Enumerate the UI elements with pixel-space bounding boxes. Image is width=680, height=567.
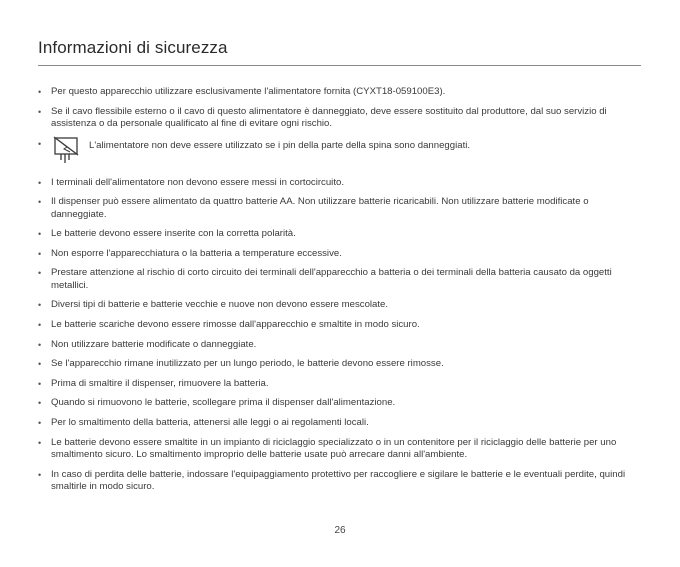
list-item xyxy=(38,138,638,166)
list-item-text: Se l'apparecchio rimane inutilizzato per un lungo periodo, le batterie devono essere rimosse. xyxy=(51,358,444,370)
list-item-text: Quando si rimuovono le batterie, scollegare prima il dispenser dall'alimentazione. xyxy=(51,397,396,409)
bullet: • xyxy=(38,339,42,350)
list-item-text: Le batterie devono essere inserite con la corretta polarità. xyxy=(51,228,296,240)
list-item-text: Per lo smaltimento della batteria, attenersi alle leggi o ai regolamenti locali. xyxy=(51,416,369,428)
bullet: • xyxy=(38,268,42,279)
bullet: • xyxy=(38,378,42,389)
bullet: • xyxy=(38,106,42,117)
list-item-text: Prestare attenzione al rischio di corto circuito dei terminali dell'apparecchio a batteria o dei terminali della batteria causato da oggetti metallici. xyxy=(51,267,612,291)
bullet: • xyxy=(38,437,42,448)
list-item xyxy=(38,339,638,351)
list-item-text: Non esporre l'apparecchiatura o la batteria a temperature eccessive. xyxy=(51,247,342,259)
list-item-text: Non utilizzare batterie modificate o danneggiate. xyxy=(51,338,257,350)
bullet: • xyxy=(38,300,42,311)
list-item-text: Diversi tipi di batterie e batterie vecchie e nuove non devono essere mescolate. xyxy=(51,299,389,311)
list-item xyxy=(38,267,638,292)
list-item xyxy=(38,437,638,462)
bullet: • xyxy=(38,469,42,480)
bullet: • xyxy=(38,319,42,330)
page-number: 26 xyxy=(334,525,346,536)
bullet: • xyxy=(38,248,42,259)
list-item xyxy=(38,106,638,131)
bullet: • xyxy=(38,417,42,428)
safety-list xyxy=(38,86,638,501)
list-item xyxy=(38,378,638,390)
list-item xyxy=(38,417,638,429)
bullet: • xyxy=(38,398,42,409)
list-item xyxy=(38,358,638,370)
list-item-text: Le batterie scariche devono essere rimosse dall'apparecchio e smaltite in modo sicuro. xyxy=(51,318,420,330)
list-item xyxy=(38,397,638,409)
list-item xyxy=(38,86,638,98)
list-item xyxy=(38,319,638,331)
list-item xyxy=(38,196,638,221)
bullet: • xyxy=(38,359,42,370)
bullet: • xyxy=(38,197,42,208)
list-item-text: Prima di smaltire il dispenser, rimuovere la batteria. xyxy=(51,377,269,389)
list-item-text: L'alimentatore non deve essere utilizzato se i pin della parte della spina sono danneggiati. xyxy=(89,139,471,151)
list-item xyxy=(38,299,638,311)
bullet: • xyxy=(38,229,42,240)
list-item-text: In caso di perdita delle batterie, indossare l'equipaggiamento protettivo per raccogliere e sigilare le batterie e le eventuali perdite, quindi smaltirle in modo sicuro. xyxy=(51,468,626,492)
damaged-plug-prohibited-icon xyxy=(51,136,85,166)
list-item-text: Le batterie devono essere smaltite in un impianto di riciclaggio specializzato o in un contenitore per il riciclaggio delle batterie per uno smaltimento sicuro. Lo smaltimento improprio delle batterie usate può arrecare danni all'ambiente. xyxy=(51,436,617,460)
list-item-text: I terminali dell'alimentatore non devono essere messi in cortocircuito. xyxy=(51,176,344,188)
bullet: • xyxy=(38,87,42,97)
list-item-text: Se il cavo flessibile esterno o il cavo di questo alimentatore è danneggiato, deve essere sostituito dal produttore, dal suo servizio di assistenza o da personale qualificato al fine di evitare ogni rischio. xyxy=(51,105,607,129)
list-item xyxy=(38,248,638,260)
list-item xyxy=(38,228,638,240)
bullet: • xyxy=(38,138,42,149)
title-divider xyxy=(38,65,641,66)
list-item-text: Per questo apparecchio utilizzare esclusivamente l'alimentatore fornita (CYXT18-059100E3). xyxy=(51,86,446,97)
list-item-text: Il dispenser può essere alimentato da quattro batterie AA. Non utilizzare batterie ricaricabili. Non utilizzare batterie modificate o danneggiate. xyxy=(51,196,589,220)
list-item xyxy=(38,469,638,494)
list-item xyxy=(38,177,638,189)
page-title: Informazioni di sicurezza xyxy=(38,38,228,57)
bullet: • xyxy=(38,177,42,188)
